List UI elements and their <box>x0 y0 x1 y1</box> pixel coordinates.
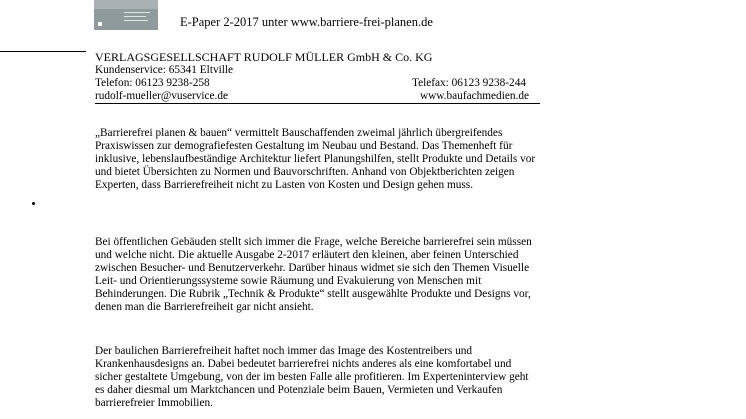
thumbnail-line <box>124 16 146 17</box>
description-paragraph-1: „Barrierefrei planen & bauen“ vermittelt Bauschaffenden zweimal jährlich übergreifendes Praxiswissen zur demografiefesten Gestaltung im Neubau und Bestand. Das Themenheft für inklusive, lebenslaufbeständige Architektur liefert Planungshilfen, stellt Produkte und Details vor und bietet Übersichten zu Normen und Bauvorschriften. Anhand von Objektberichten zeigen Experten, dass Barrierefreiheit nicht zu Lasten von Kosten und Design gehen muss. <box>95 127 536 191</box>
thumbnail-line <box>124 20 148 21</box>
thumbnail-line <box>124 12 150 13</box>
website-link[interactable]: www.baufachmedien.de <box>419 90 529 102</box>
publisher-name: VERLAGSGESELLSCHAFT RUDOLF MÜLLER GmbH & Co. KG <box>95 50 433 64</box>
customer-service: Kundenservice: 65341 Eltville <box>95 64 234 76</box>
epaper-caption: E-Paper 2-2017 unter www.barriere-frei-planen.de <box>180 15 433 29</box>
divider-line <box>0 51 86 52</box>
bullet-dot <box>32 202 35 205</box>
description-paragraph-2: Bei öffentlichen Gebäuden stellt sich immer die Frage, welche Bereiche barrierefrei sein müssen und welche nicht. Die aktuelle Ausgabe 2-2017 erläutert den kleinen, aber feinen Unterschied zwischen Besucher- und Benutzerverkehr. Darüber hinaus widmet sie sich den Themen Visuelle Leit- und Orientierungssysteme sowie Räumung und Evakuierung von Menschen mit Behinderungen. Die Rubrik „Technik & Produkte“ stellt ausgewählte Produkte und Designs vor, denen man die Barrierefreiheit gar nicht ansieht. <box>95 236 532 313</box>
thumbnail-logo-mark <box>98 22 102 26</box>
contact-phone-row <box>95 77 540 90</box>
magazine-cover-thumbnail[interactable] <box>94 0 158 30</box>
email-link[interactable]: rudolf-mueller@vuservice.de <box>95 90 229 102</box>
description-paragraph-3: Der baulichen Barrierefreiheit haftet noch immer das Image des Kostentreibers und Krankenhausdesigns an. Dabei bedeutet barrierefrei nichts anderes als eine komfortabel und sicher gestaltete Umgebung, von der im besten Falle alle profitieren. Im Experteninterview geht es daher diesmal um Marktchancen und Potenziale beim Bauen, Vermieten und Verkaufen barrierefreier Immobilien. <box>95 345 529 409</box>
contact-links-row <box>95 90 540 104</box>
fax-number: Telefax: 06123 9238-244 <box>411 77 526 89</box>
publisher-info <box>95 51 540 104</box>
thumbnail-band <box>94 0 158 9</box>
phone-number: Telefon: 06123 9238-258 <box>95 77 210 89</box>
